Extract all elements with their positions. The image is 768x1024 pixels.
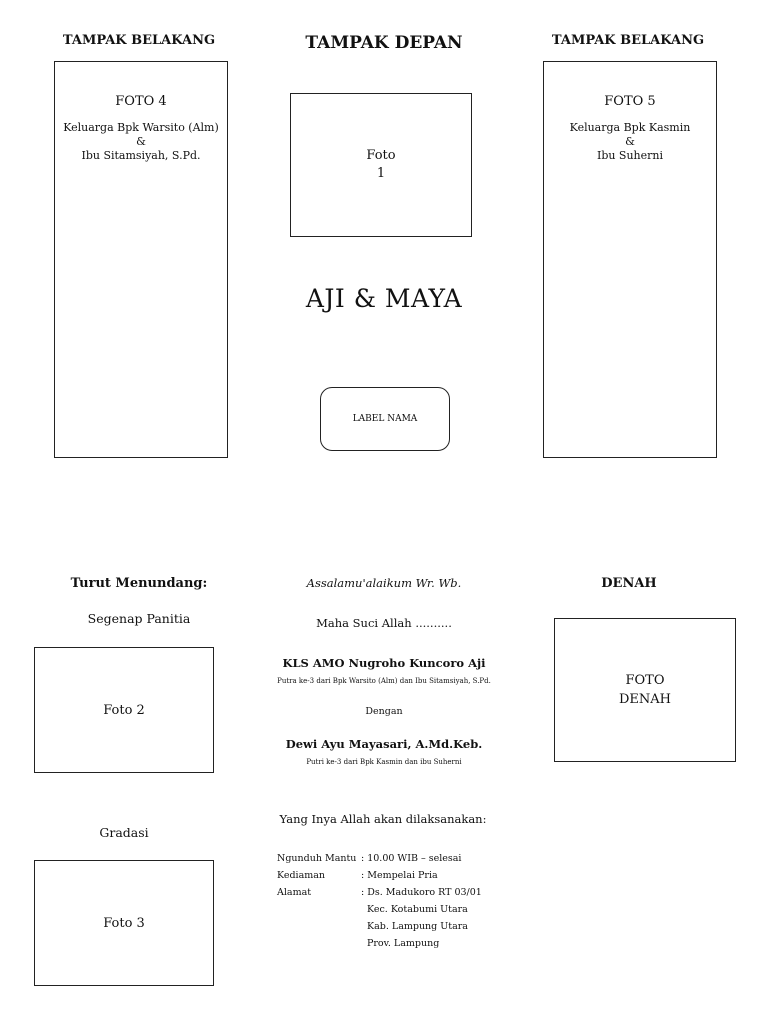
- address-line4: Prov. Lampung: [367, 938, 440, 949]
- right-family-panel: [543, 61, 717, 458]
- address-line3: Kab. Lampung Utara: [367, 921, 468, 932]
- venue-row: [277, 867, 482, 884]
- venue-label: Kediaman: [277, 870, 326, 881]
- bride-name: Dewi Ayu Mayasari, A.Md.Keb.: [285, 737, 483, 751]
- address-label: Alamat: [277, 887, 312, 898]
- event-value: : 10.00 WIB – selesai: [361, 853, 462, 864]
- gradasi-text: Gradasi: [99, 825, 149, 840]
- address-line1: : Ds. Madukoro RT 03/01: [361, 887, 482, 898]
- co-inviter-heading: Turut Menundang:: [70, 576, 208, 591]
- with-text: Dengan: [365, 706, 403, 717]
- left-panel-line2: &: [136, 135, 146, 148]
- greeting-text: Assalamu'alaikum Wr. Wb.: [306, 576, 462, 590]
- event-row: [277, 850, 482, 867]
- right-panel-line2: &: [625, 135, 635, 148]
- left-back-header: TAMPAK BELAKANG: [62, 33, 216, 48]
- event-details: [277, 850, 482, 952]
- map-photo-line1: FOTO: [625, 673, 665, 688]
- groom-description: Putra ke-3 dari Bpk Warsito (Alm) dan Ibu Sitamsiyah, S.Pd.: [277, 677, 491, 685]
- event-intro: Yang Inya Allah akan dilaksanakan:: [279, 812, 487, 826]
- map-photo-line2: DENAH: [618, 692, 671, 707]
- opening-text: Maha Suci Allah ..........: [316, 616, 452, 630]
- left-family-panel: [54, 61, 228, 458]
- photo-3-label: Foto 3: [103, 915, 145, 931]
- address-row: [277, 884, 482, 901]
- couple-names: AJI & MAYA: [305, 284, 463, 313]
- name-label-box: [320, 387, 450, 451]
- bride-description: Putri ke-3 dari Bpk Kasmin dan ibu Suherni: [306, 758, 462, 766]
- event-label: Ngunduh Mantu: [277, 853, 357, 864]
- name-label-text: LABEL NAMA: [352, 414, 418, 424]
- committee-text: Segenap Panitia: [87, 611, 191, 626]
- left-panel-title: FOTO 4: [115, 94, 167, 109]
- photo-3-placeholder: [34, 860, 214, 986]
- right-panel-line3: Ibu Suherni: [596, 149, 664, 162]
- right-panel-title: FOTO 5: [604, 94, 656, 109]
- map-heading: DENAH: [601, 576, 657, 591]
- photo-2-label: Foto 2: [103, 702, 145, 718]
- map-photo-placeholder: [554, 618, 736, 762]
- photo-1-line2: 1: [376, 166, 386, 181]
- venue-value: : Mempelai Pria: [361, 870, 438, 881]
- left-panel-line1: Keluarga Bpk Warsito (Alm): [63, 121, 219, 134]
- photo-2-placeholder: [34, 647, 214, 773]
- photo-1-line1: Foto: [366, 148, 396, 163]
- photo-1-placeholder: [290, 93, 472, 237]
- groom-name: KLS AMO Nugroho Kuncoro Aji: [282, 656, 486, 670]
- right-back-header: TAMPAK BELAKANG: [551, 33, 705, 48]
- front-header: TAMPAK DEPAN: [305, 33, 463, 53]
- address-line2: Kec. Kotabumi Utara: [367, 904, 468, 915]
- left-panel-line3: Ibu Sitamsiyah, S.Pd.: [81, 149, 201, 162]
- right-panel-line1: Keluarga Bpk Kasmin: [569, 121, 691, 134]
